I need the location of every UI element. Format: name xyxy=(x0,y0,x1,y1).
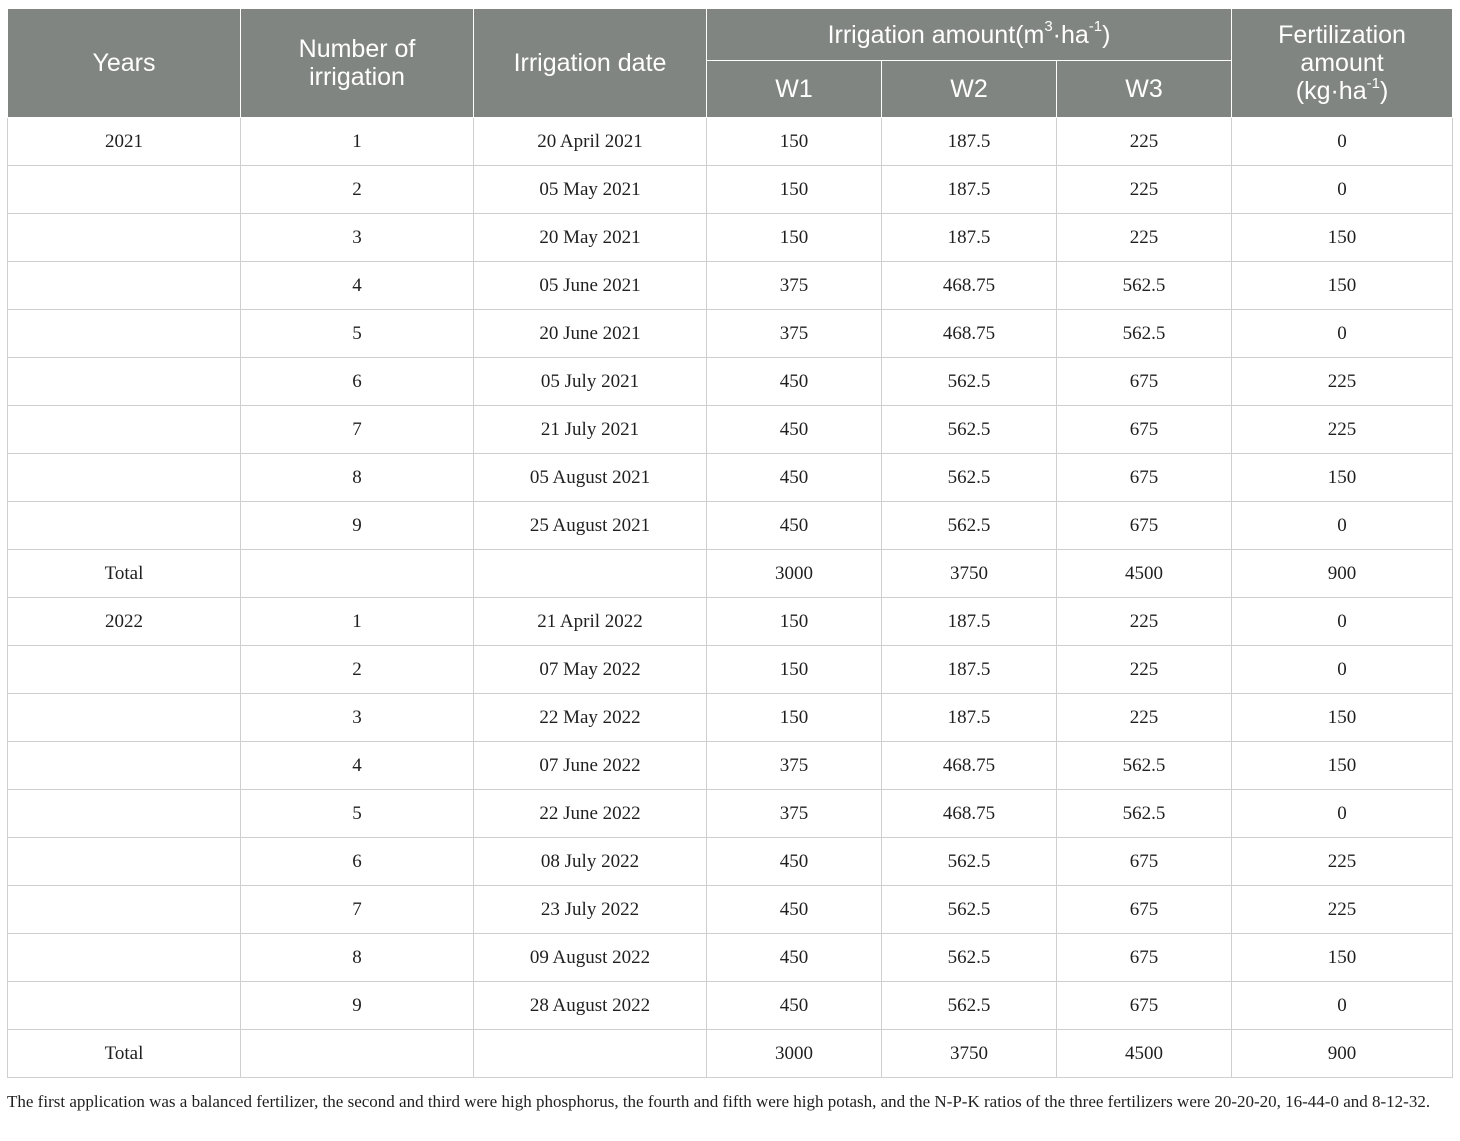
cell-w2: 468.75 xyxy=(882,262,1057,310)
cell-irrigation-date: 20 May 2021 xyxy=(474,214,707,262)
cell-fertilization: 0 xyxy=(1232,502,1453,550)
cell-irrigation-date: 09 August 2022 xyxy=(474,934,707,982)
cell-w3: 225 xyxy=(1057,694,1232,742)
cell-w2: 468.75 xyxy=(882,742,1057,790)
cell-year xyxy=(8,262,241,310)
header-fertilization-unit-prefix: (kg·ha xyxy=(1295,77,1367,105)
cell-irrigation-date: 07 June 2022 xyxy=(474,742,707,790)
header-number-of-irrigation xyxy=(241,9,474,118)
header-w3: W3 xyxy=(1057,61,1232,118)
cell-w3: 675 xyxy=(1057,358,1232,406)
cell-irrigation-number: 7 xyxy=(241,406,474,454)
cell-fertilization: 900 xyxy=(1232,550,1453,598)
table-row xyxy=(8,790,1453,838)
header-fertilization-amount xyxy=(1232,9,1453,118)
cell-irrigation-number: 4 xyxy=(241,742,474,790)
cell-irrigation-date: 21 July 2021 xyxy=(474,406,707,454)
cell-irrigation-number: 5 xyxy=(241,790,474,838)
cell-irrigation-date: 05 August 2021 xyxy=(474,454,707,502)
cell-irrigation-date: 22 May 2022 xyxy=(474,694,707,742)
cell-w2: 562.5 xyxy=(882,406,1057,454)
cell-w1: 375 xyxy=(707,742,882,790)
cell-irrigation-number: 2 xyxy=(241,166,474,214)
header-irrigation-amount-sup2: -1 xyxy=(1088,18,1103,36)
cell-w2: 187.5 xyxy=(882,166,1057,214)
table-row xyxy=(8,118,1453,166)
cell-irrigation-date xyxy=(474,1030,707,1078)
cell-irrigation-date: 08 July 2022 xyxy=(474,838,707,886)
table-row xyxy=(8,694,1453,742)
cell-w1: 150 xyxy=(707,694,882,742)
cell-w3: 225 xyxy=(1057,214,1232,262)
header-irrigation-amount-sup1: 3 xyxy=(1044,18,1053,36)
cell-w1: 450 xyxy=(707,934,882,982)
cell-w1: 3000 xyxy=(707,550,882,598)
table-row xyxy=(8,502,1453,550)
cell-irrigation-number: 3 xyxy=(241,694,474,742)
cell-irrigation-date: 25 August 2021 xyxy=(474,502,707,550)
table-row xyxy=(8,1030,1453,1078)
cell-irrigation-number xyxy=(241,1030,474,1078)
cell-w2: 562.5 xyxy=(882,886,1057,934)
cell-w1: 150 xyxy=(707,118,882,166)
table-row xyxy=(8,646,1453,694)
cell-w2: 468.75 xyxy=(882,790,1057,838)
cell-w1: 450 xyxy=(707,406,882,454)
cell-w2: 468.75 xyxy=(882,310,1057,358)
cell-irrigation-number: 3 xyxy=(241,214,474,262)
cell-irrigation-number: 2 xyxy=(241,646,474,694)
cell-year xyxy=(8,502,241,550)
cell-w2: 187.5 xyxy=(882,694,1057,742)
cell-fertilization: 225 xyxy=(1232,838,1453,886)
header-number-of-irrigation-label: Number of irrigation xyxy=(298,35,416,91)
cell-w1: 3000 xyxy=(707,1030,882,1078)
cell-year xyxy=(8,214,241,262)
cell-fertilization: 150 xyxy=(1232,742,1453,790)
table-row xyxy=(8,406,1453,454)
cell-year: 2021 xyxy=(8,118,241,166)
cell-w2: 187.5 xyxy=(882,598,1057,646)
cell-w1: 450 xyxy=(707,358,882,406)
cell-fertilization: 150 xyxy=(1232,214,1453,262)
cell-fertilization: 0 xyxy=(1232,166,1453,214)
cell-irrigation-date: 05 May 2021 xyxy=(474,166,707,214)
cell-year xyxy=(8,790,241,838)
cell-fertilization: 150 xyxy=(1232,454,1453,502)
header-irrigation-amount-mid: ·ha xyxy=(1052,20,1089,49)
table-row xyxy=(8,262,1453,310)
table-row xyxy=(8,982,1453,1030)
cell-w3: 675 xyxy=(1057,454,1232,502)
cell-irrigation-date: 22 June 2022 xyxy=(474,790,707,838)
cell-w1: 450 xyxy=(707,982,882,1030)
cell-w2: 562.5 xyxy=(882,358,1057,406)
header-years: Years xyxy=(8,9,241,118)
cell-year xyxy=(8,694,241,742)
cell-fertilization: 225 xyxy=(1232,358,1453,406)
cell-w2: 3750 xyxy=(882,550,1057,598)
cell-w1: 450 xyxy=(707,838,882,886)
cell-w3: 562.5 xyxy=(1057,790,1232,838)
cell-w1: 150 xyxy=(707,598,882,646)
header-w1: W1 xyxy=(707,61,882,118)
cell-year: Total xyxy=(8,550,241,598)
cell-fertilization: 0 xyxy=(1232,790,1453,838)
cell-w2: 562.5 xyxy=(882,454,1057,502)
cell-w2: 187.5 xyxy=(882,214,1057,262)
cell-w3: 675 xyxy=(1057,502,1232,550)
cell-irrigation-date: 23 July 2022 xyxy=(474,886,707,934)
cell-year xyxy=(8,310,241,358)
cell-year xyxy=(8,982,241,1030)
cell-irrigation-number: 4 xyxy=(241,262,474,310)
cell-irrigation-number: 8 xyxy=(241,454,474,502)
cell-irrigation-number: 6 xyxy=(241,838,474,886)
cell-irrigation-number: 6 xyxy=(241,358,474,406)
irrigation-fertilization-table xyxy=(7,8,1453,1078)
cell-fertilization: 0 xyxy=(1232,646,1453,694)
cell-irrigation-number: 1 xyxy=(241,118,474,166)
table-row xyxy=(8,550,1453,598)
cell-w2: 187.5 xyxy=(882,118,1057,166)
header-fertilization-unit-sup: -1 xyxy=(1366,74,1380,92)
table-row xyxy=(8,454,1453,502)
header-irrigation-amount-prefix: Irrigation amount(m xyxy=(827,20,1045,49)
table-row xyxy=(8,358,1453,406)
cell-irrigation-number xyxy=(241,550,474,598)
cell-w3: 4500 xyxy=(1057,1030,1232,1078)
cell-w1: 450 xyxy=(707,502,882,550)
cell-year xyxy=(8,886,241,934)
cell-irrigation-number: 5 xyxy=(241,310,474,358)
cell-fertilization: 0 xyxy=(1232,982,1453,1030)
cell-year: 2022 xyxy=(8,598,241,646)
cell-fertilization: 150 xyxy=(1232,934,1453,982)
cell-fertilization: 900 xyxy=(1232,1030,1453,1078)
cell-w2: 3750 xyxy=(882,1030,1057,1078)
cell-year xyxy=(8,934,241,982)
cell-fertilization: 225 xyxy=(1232,886,1453,934)
cell-w2: 187.5 xyxy=(882,646,1057,694)
cell-w3: 675 xyxy=(1057,886,1232,934)
cell-fertilization: 0 xyxy=(1232,118,1453,166)
cell-irrigation-date: 07 May 2022 xyxy=(474,646,707,694)
cell-irrigation-number: 9 xyxy=(241,502,474,550)
table-row xyxy=(8,598,1453,646)
table-row xyxy=(8,886,1453,934)
cell-w3: 225 xyxy=(1057,118,1232,166)
header-irrigation-amount xyxy=(707,9,1232,61)
cell-w1: 375 xyxy=(707,262,882,310)
cell-irrigation-date: 28 August 2022 xyxy=(474,982,707,1030)
table-row xyxy=(8,310,1453,358)
cell-w1: 150 xyxy=(707,166,882,214)
table-row xyxy=(8,934,1453,982)
cell-w3: 562.5 xyxy=(1057,742,1232,790)
cell-w1: 375 xyxy=(707,310,882,358)
table-row xyxy=(8,742,1453,790)
cell-w2: 562.5 xyxy=(882,982,1057,1030)
cell-fertilization: 0 xyxy=(1232,310,1453,358)
header-w2: W2 xyxy=(882,61,1057,118)
cell-w2: 562.5 xyxy=(882,838,1057,886)
table-footnote: The first application was a balanced fertilizer, the second and third were high phosphorus, the fourth and fifth were high potash, and the N-P-K ratios of the three fertilizers were 20-20-20, 16-44-0 and 8-12-32. xyxy=(7,1092,1431,1111)
cell-w1: 450 xyxy=(707,454,882,502)
header-irrigation-date: Irrigation date xyxy=(474,9,707,118)
cell-irrigation-number: 8 xyxy=(241,934,474,982)
cell-irrigation-date: 20 April 2021 xyxy=(474,118,707,166)
cell-w1: 150 xyxy=(707,646,882,694)
cell-irrigation-date: 20 June 2021 xyxy=(474,310,707,358)
header-fertilization-unit-suffix: ) xyxy=(1379,77,1389,105)
cell-year xyxy=(8,406,241,454)
cell-year xyxy=(8,166,241,214)
cell-fertilization: 0 xyxy=(1232,598,1453,646)
cell-w3: 675 xyxy=(1057,406,1232,454)
header-fertilization-label: Fertilization amount xyxy=(1278,21,1406,77)
cell-w1: 375 xyxy=(707,790,882,838)
cell-irrigation-date: 21 April 2022 xyxy=(474,598,707,646)
cell-w3: 675 xyxy=(1057,934,1232,982)
cell-year xyxy=(8,454,241,502)
cell-fertilization: 225 xyxy=(1232,406,1453,454)
cell-w3: 225 xyxy=(1057,166,1232,214)
cell-w3: 225 xyxy=(1057,598,1232,646)
cell-w3: 4500 xyxy=(1057,550,1232,598)
table-body xyxy=(8,118,1453,1078)
cell-w2: 562.5 xyxy=(882,934,1057,982)
cell-year xyxy=(8,646,241,694)
cell-w3: 675 xyxy=(1057,982,1232,1030)
header-irrigation-amount-suffix: ) xyxy=(1102,20,1111,49)
cell-year: Total xyxy=(8,1030,241,1078)
cell-w3: 562.5 xyxy=(1057,262,1232,310)
cell-irrigation-date: 05 July 2021 xyxy=(474,358,707,406)
cell-w3: 675 xyxy=(1057,838,1232,886)
cell-irrigation-date: 05 June 2021 xyxy=(474,262,707,310)
cell-irrigation-number: 7 xyxy=(241,886,474,934)
cell-w1: 150 xyxy=(707,214,882,262)
cell-w3: 562.5 xyxy=(1057,310,1232,358)
cell-w2: 562.5 xyxy=(882,502,1057,550)
cell-fertilization: 150 xyxy=(1232,262,1453,310)
table-row xyxy=(8,838,1453,886)
cell-irrigation-number: 1 xyxy=(241,598,474,646)
cell-fertilization: 150 xyxy=(1232,694,1453,742)
table-row xyxy=(8,166,1453,214)
cell-irrigation-date xyxy=(474,550,707,598)
cell-year xyxy=(8,358,241,406)
cell-w3: 225 xyxy=(1057,646,1232,694)
table-header xyxy=(8,9,1453,118)
cell-year xyxy=(8,742,241,790)
irrigation-fertilization-table-container xyxy=(7,8,1452,1078)
table-row xyxy=(8,214,1453,262)
cell-irrigation-number: 9 xyxy=(241,982,474,1030)
cell-w1: 450 xyxy=(707,886,882,934)
cell-year xyxy=(8,838,241,886)
